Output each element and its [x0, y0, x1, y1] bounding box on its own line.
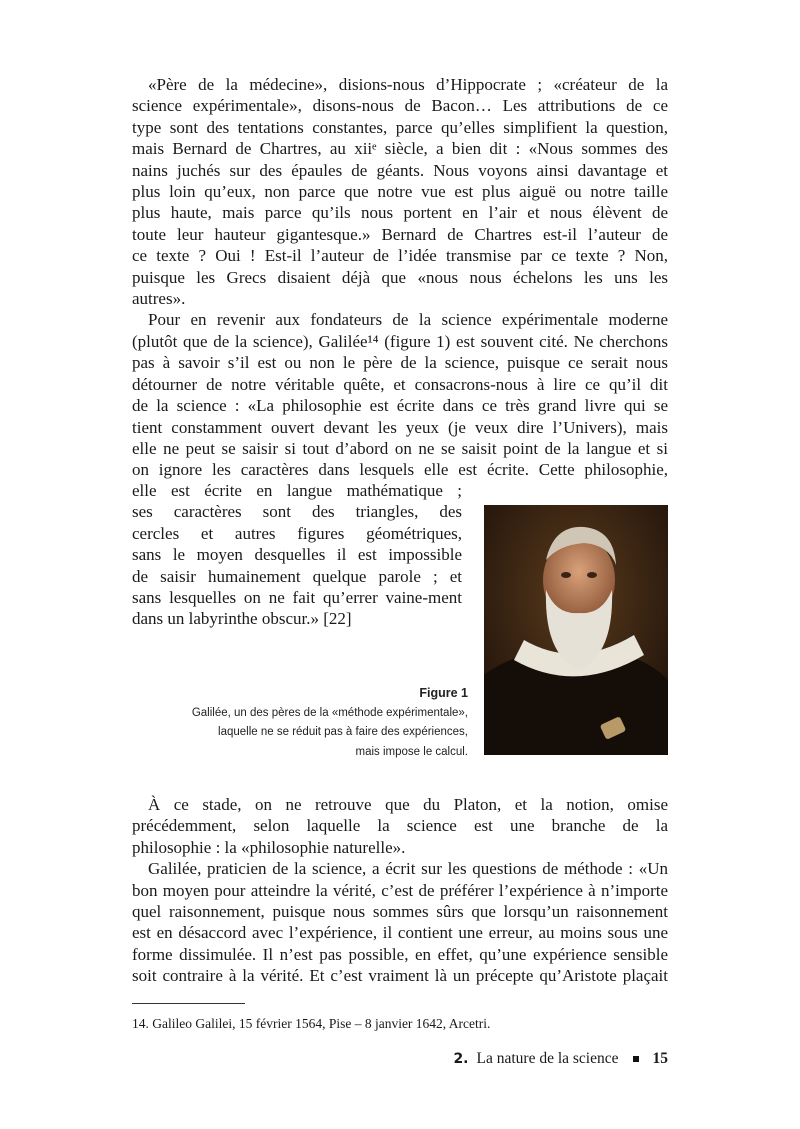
body-text-wrapped [132, 480, 462, 630]
chapter-title: La nature de la science [476, 1050, 619, 1067]
text-line: sans le moyen desquelles il est impossible [132, 545, 462, 565]
text-line: elle est écrite en langue mathématique ; [132, 481, 462, 500]
text-line: Galilée, praticien de la science, a écrit sur les questions de méthode : «Un [148, 859, 668, 879]
text-line: plus loin qu’eux, non parce que notre vue est plus aiguë ou notre taille [132, 182, 668, 202]
text-line: on ignore les caractères dans lesquels elle est écrite. Cette philosophie, [132, 460, 668, 480]
text-line: tient constamment ouvert devant les yeux (je veux dire l’Univers), mais [132, 417, 668, 437]
body-text-bottom [132, 794, 668, 987]
figure-caption [150, 684, 468, 762]
body-text-top [132, 74, 668, 481]
galileo-portrait-image [484, 505, 668, 755]
text-line: de la science : «La philosophie est écrite dans ce très grand livre qui se [132, 396, 668, 416]
text-line: elle ne peut se saisir si tout d’abord on ne se saisit point de la langue et si [132, 438, 668, 458]
text-line: quel raisonnement, puisque nous sommes sûrs que lorsqu’un raisonnement [132, 902, 668, 922]
figure-title: Figure 1 [419, 686, 468, 700]
text-line: sans lesquelles on ne fait qu’errer vaine-ment [132, 588, 462, 608]
text-line: (plutôt que de la science), Galilée¹⁴ (figure 1) est souvent cité. Ne cherchons [132, 331, 668, 351]
caption-line: laquelle ne se réduit pas à faire des expériences, [218, 726, 468, 738]
chapter-number: 2. [453, 1051, 469, 1067]
text-line: À ce stade, on ne retrouve que du Platon, et la notion, omise [148, 795, 668, 814]
square-bullet-icon [633, 1056, 639, 1062]
text-line: de saisir humainement quelque parole ; et [132, 566, 462, 586]
text-line: bon moyen pour atteindre la vérité, c’est de préférer l’expérience à n’importe [132, 880, 668, 900]
text-line: Pour en revenir aux fondateurs de la science expérimentale moderne [148, 310, 668, 330]
text-line: dans un labyrinthe obscur.» [22] [132, 609, 352, 629]
text-line: soit contraire à la vérité. Et c’est vraiment là un précepte qu’Aristote plaçait [132, 966, 668, 986]
footnote-divider [132, 1003, 245, 1004]
text-line: précédemment, selon laquelle la science est une branche de la [132, 816, 668, 836]
caption-line: Galilée, un des pères de la «méthode expérimentale», [191, 706, 468, 719]
text-line: cercles et autres figures géométriques, [132, 523, 462, 543]
page-footer [453, 1050, 668, 1068]
text-line: forme dissimulée. Il n’est pas possible, en effet, qu’une expérience sensible [132, 944, 668, 964]
text-line: puisque les Grecs disaient déjà que «nous nous échelons les uns les [132, 267, 668, 287]
text-line: type sont des tentations constantes, parce qu’elles simplifient la question, [132, 117, 668, 137]
text-line: toute leur hauteur gigantesque.» Bernard de Chartres est-il l’auteur de [132, 224, 668, 244]
footnote: 14. Galileo Galilei, 15 février 1564, Pise – 8 janvier 1642, Arcetri. [132, 1016, 491, 1031]
text-line: autres». [132, 289, 186, 309]
text-line: mais Bernard de Chartres, au xiiᵉ siècle, a bien dit : «Nous sommes des [132, 139, 668, 159]
text-line: «Père de la médecine», disions-nous d’Hippocrate ; «créateur de la [148, 75, 668, 94]
text-line: pas à savoir s’il est ou non le père de la science, puisque ce serait nous [132, 353, 668, 373]
text-line: philosophie : la «philosophie naturelle». [132, 837, 406, 857]
text-line: plus haute, mais parce qu’ils nous portent en l’air et nous élèvent de [132, 203, 668, 223]
text-line: détourner de notre véritable quête, et consacrons-nous à lire ce qu’il dit [132, 374, 668, 394]
text-line: ce texte ? Oui ! Est-il l’auteur de l’idée transmise par ce texte ? Non, [132, 246, 668, 266]
text-line: science expérimentale», disons-nous de Bacon… Les attributions de ce [132, 96, 668, 116]
text-line: est en désaccord avec l’expérience, il contient une erreur, au moins sous une [132, 923, 668, 943]
text-line: ses caractères sont des triangles, des [132, 502, 462, 522]
page-number: 15 [652, 1050, 668, 1067]
text-line: nains juchés sur des épaules de géants. Nous voyons ainsi davantage et [132, 160, 668, 180]
caption-line: mais impose le calcul. [355, 745, 468, 758]
